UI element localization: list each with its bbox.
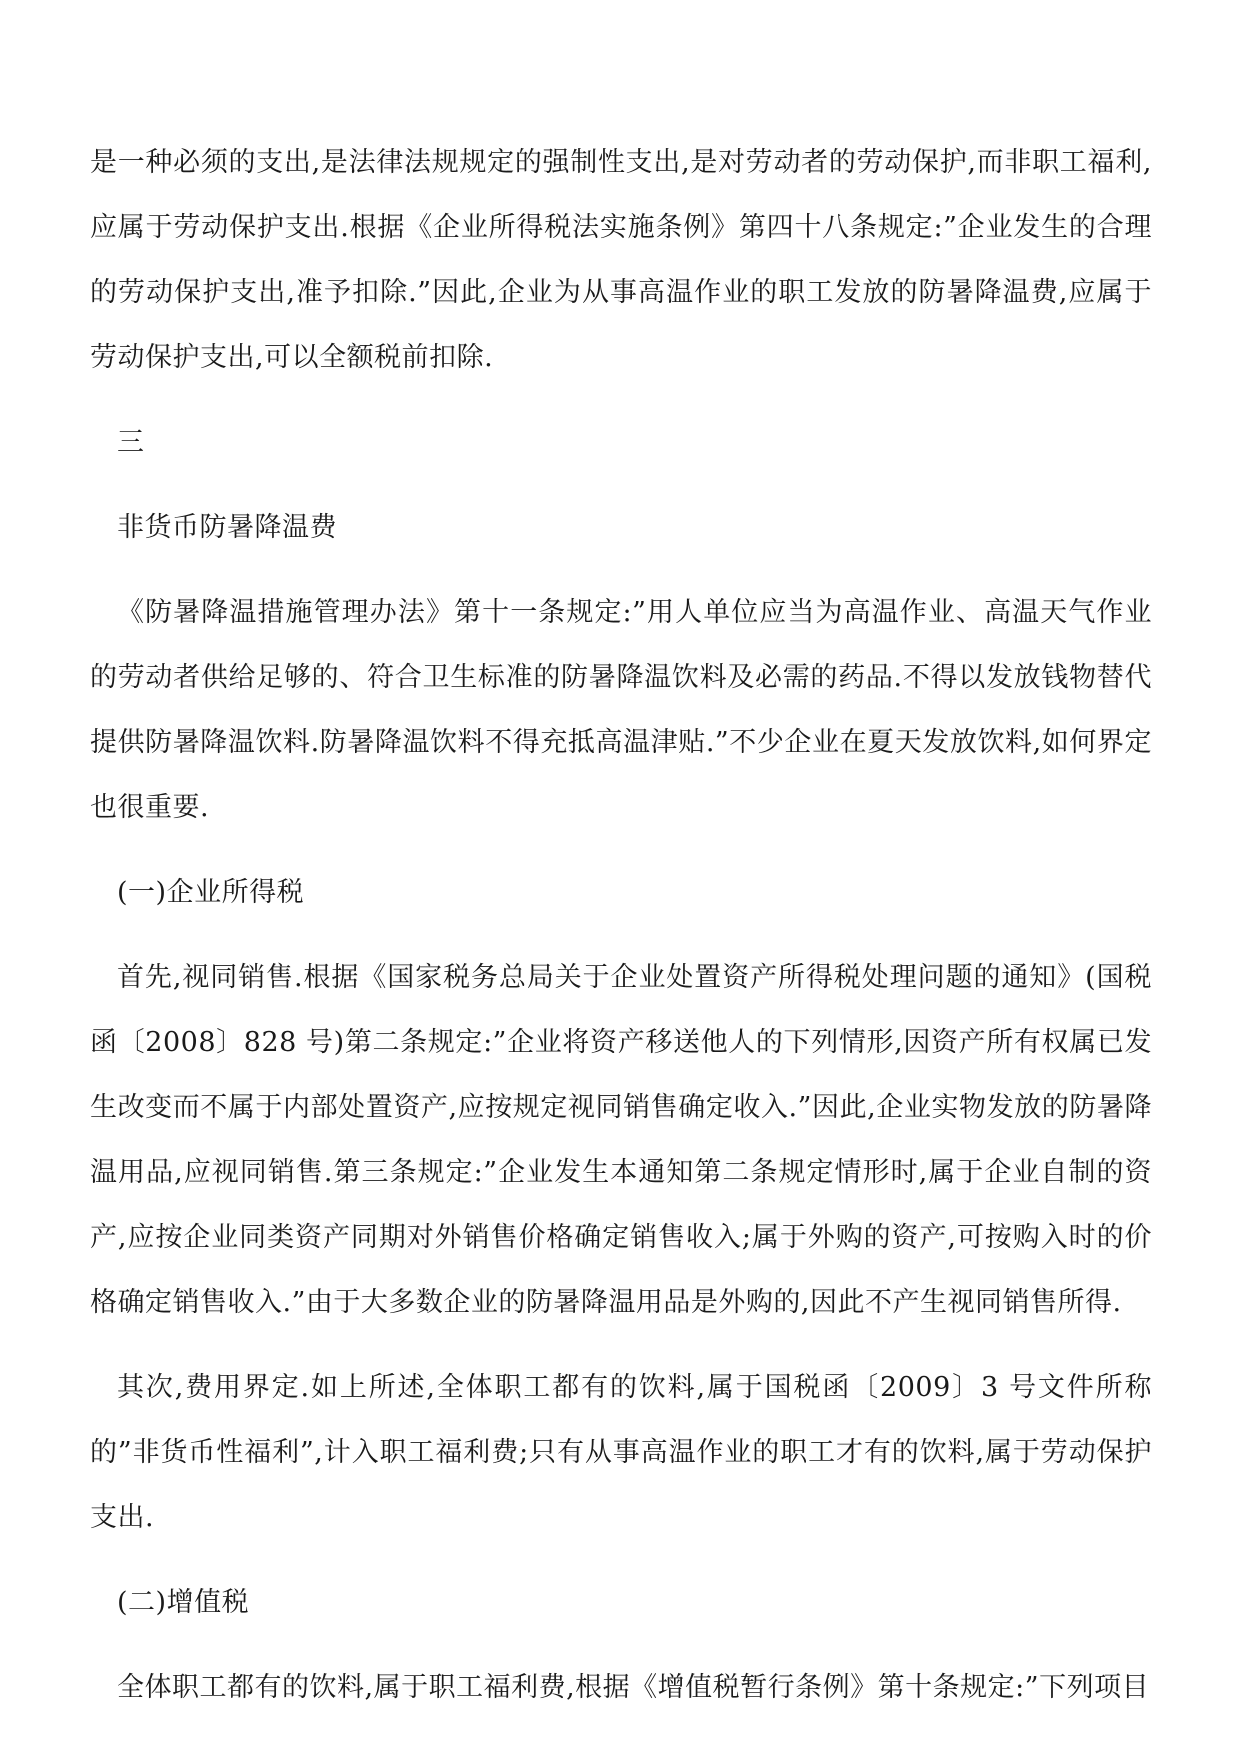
subheading-vat: (二)增值税 bbox=[117, 1587, 250, 1618]
paragraph-labor-protection: 是一种必须的支出,是法律法规规定的强制性支出,是对劳动者的劳动保护,而非职工福利,应属于劳动保护支出.根据《企业所得税法实施条例》第四十八条规定:”企业发生的合理的劳动保护支出,准予扣除.”因此,企业为从事高温作业的职工发放的防暑降温费,应属于劳动保护支出,可以全额税前扣除. bbox=[90, 147, 1152, 373]
paragraph-deemed-sales: 首先,视同销售.根据《国家税务总局关于企业处置资产所得税处理问题的通知》(国税函〔2008〕828 号)第二条规定:”企业将资产移送他人的下列情形,因资产所有权属已发生改变而不属于内部处置资产,应按规定视同销售确定收入.”因此,企业实物发放的防暑降温用品,应视同销售.第三条规定:”企业发生本通知第二条规定情形时,属于企业自制的资产,应按企业同类资产同期对外销售价格确定销售收入;属于外购的资产,可按购入时的价格确定销售收入.”由于大多数企业的防暑降温用品是外购的,因此不产生视同销售所得. bbox=[90, 962, 1152, 1318]
subheading-enterprise-income-tax: (一)企业所得税 bbox=[117, 877, 305, 908]
section-number-three: 三 bbox=[117, 427, 145, 458]
paragraph-expense-definition: 其次,费用界定.如上所述,全体职工都有的饮料,属于国税函〔2009〕3 号文件所称的”非货币性福利”,计入职工福利费;只有从事高温作业的职工才有的饮料,属于劳动保护支出. bbox=[90, 1372, 1152, 1533]
section-heading-non-monetary: 非货币防暑降温费 bbox=[117, 512, 337, 543]
document-body bbox=[90, 130, 1152, 1740]
paragraph-cooling-measures: 《防暑降温措施管理办法》第十一条规定:”用人单位应当为高温作业、高温天气作业的劳动者供给足够的、符合卫生标准的防暑降温饮料及必需的药品.不得以发放钱物替代提供防暑降温饮料.防暑降温饮料不得充抵高温津贴.”不少企业在夏天发放饮料,如何界定也很重要. bbox=[90, 597, 1152, 823]
paragraph-vat-rules: 全体职工都有的饮料,属于职工福利费,根据《增值税暂行条例》第十条规定:”下列项目 bbox=[117, 1672, 1150, 1703]
